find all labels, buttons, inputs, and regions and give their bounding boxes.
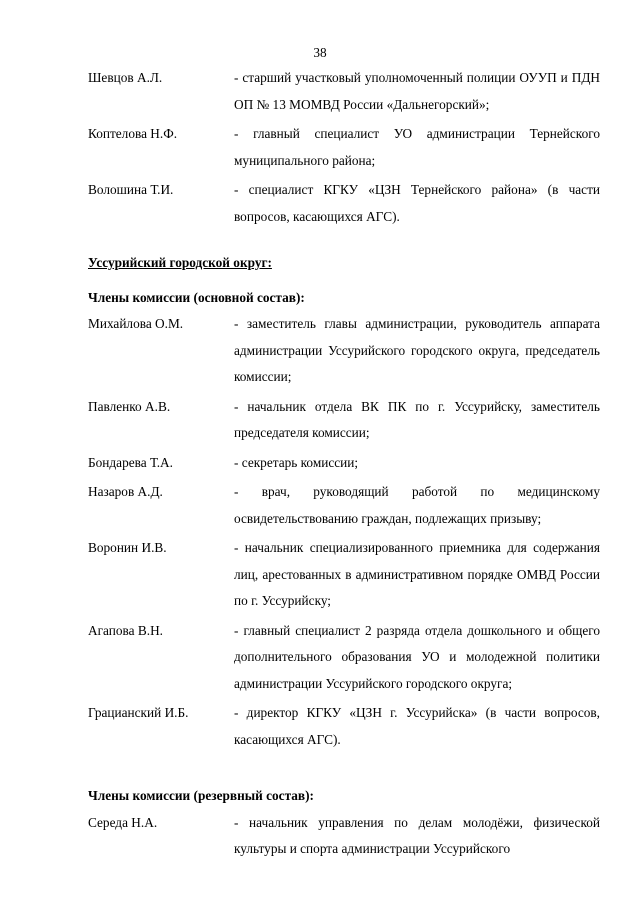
member-name: Коптелова Н.Ф. xyxy=(88,126,178,141)
member-entry xyxy=(88,479,600,532)
member-entry xyxy=(88,700,600,753)
member-entry xyxy=(88,121,600,174)
member-name: Волошина Т.И. xyxy=(88,182,174,197)
member-role: - директор КГКУ «ЦЗН г. Уссурийска» (в части вопросов, касающихся АГС). xyxy=(234,705,600,747)
member-role: - старший участковый уполномоченный полиции ОУУП и ПДН ОП № 13 МОМВД России «Дальнегорский»; xyxy=(234,70,600,112)
member-entry xyxy=(88,535,600,615)
member-role: - главный специалист 2 разряда отдела дошкольного и общего дополнительного образования УО и молодежной политики администрации Уссурийского городского округа; xyxy=(234,622,600,691)
member-role: - главный специалист УО администрации Тернейского муниципального района; xyxy=(234,126,600,168)
member-role: - начальник отдела ВК ПК по г. Уссурийску, заместитель председателя комиссии; xyxy=(234,398,600,440)
member-role: - специалист КГКУ «ЦЗН Тернейского района» (в части вопросов, касающихся АГС). xyxy=(234,182,600,224)
member-role: - начальник управления по делам молодёжи, физической культуры и спорта администрации Уссурийского xyxy=(234,814,600,856)
document-body xyxy=(88,65,600,863)
member-name: Павленко А.В. xyxy=(88,398,171,414)
member-entry xyxy=(88,311,600,391)
member-name: Бондарева Т.А. xyxy=(88,454,173,470)
reserve-composition-heading: Члены комиссии (резервный состав): xyxy=(88,788,314,803)
member-name: Агапова В.Н. xyxy=(88,622,163,638)
member-role: - секретарь комиссии; xyxy=(234,454,359,470)
member-role: - врач, руководящий работой по медицинскому освидетельствованию граждан, подлежащих призыву; xyxy=(234,484,600,526)
member-entry xyxy=(88,65,600,118)
member-name: Шевцов А.Л. xyxy=(88,70,163,85)
member-name: Назаров А.Д. xyxy=(88,484,163,499)
member-entry xyxy=(88,618,600,698)
member-entry xyxy=(88,394,600,447)
page-number: 38 xyxy=(313,45,327,60)
member-entry xyxy=(88,450,600,477)
member-name: Грацианский И.Б. xyxy=(88,705,189,720)
member-name: Воронин И.В. xyxy=(88,540,167,555)
member-role: - заместитель главы администрации, руководитель аппарата администрации Уссурийского городского округа, председатель комиссии; xyxy=(234,316,600,384)
member-entry xyxy=(88,810,600,863)
member-name: Середа Н.А. xyxy=(88,814,158,830)
member-role: - начальник специализированного приемника для содержания лиц, арестованных в административном порядке ОМВД России по г. Уссурийску; xyxy=(234,540,600,608)
member-entry xyxy=(88,177,600,230)
main-composition-heading: Члены комиссии (основной состав): xyxy=(88,289,305,305)
member-name: Михайлова О.М. xyxy=(88,316,184,331)
district-title: Уссурийский городской округ: xyxy=(88,255,272,270)
